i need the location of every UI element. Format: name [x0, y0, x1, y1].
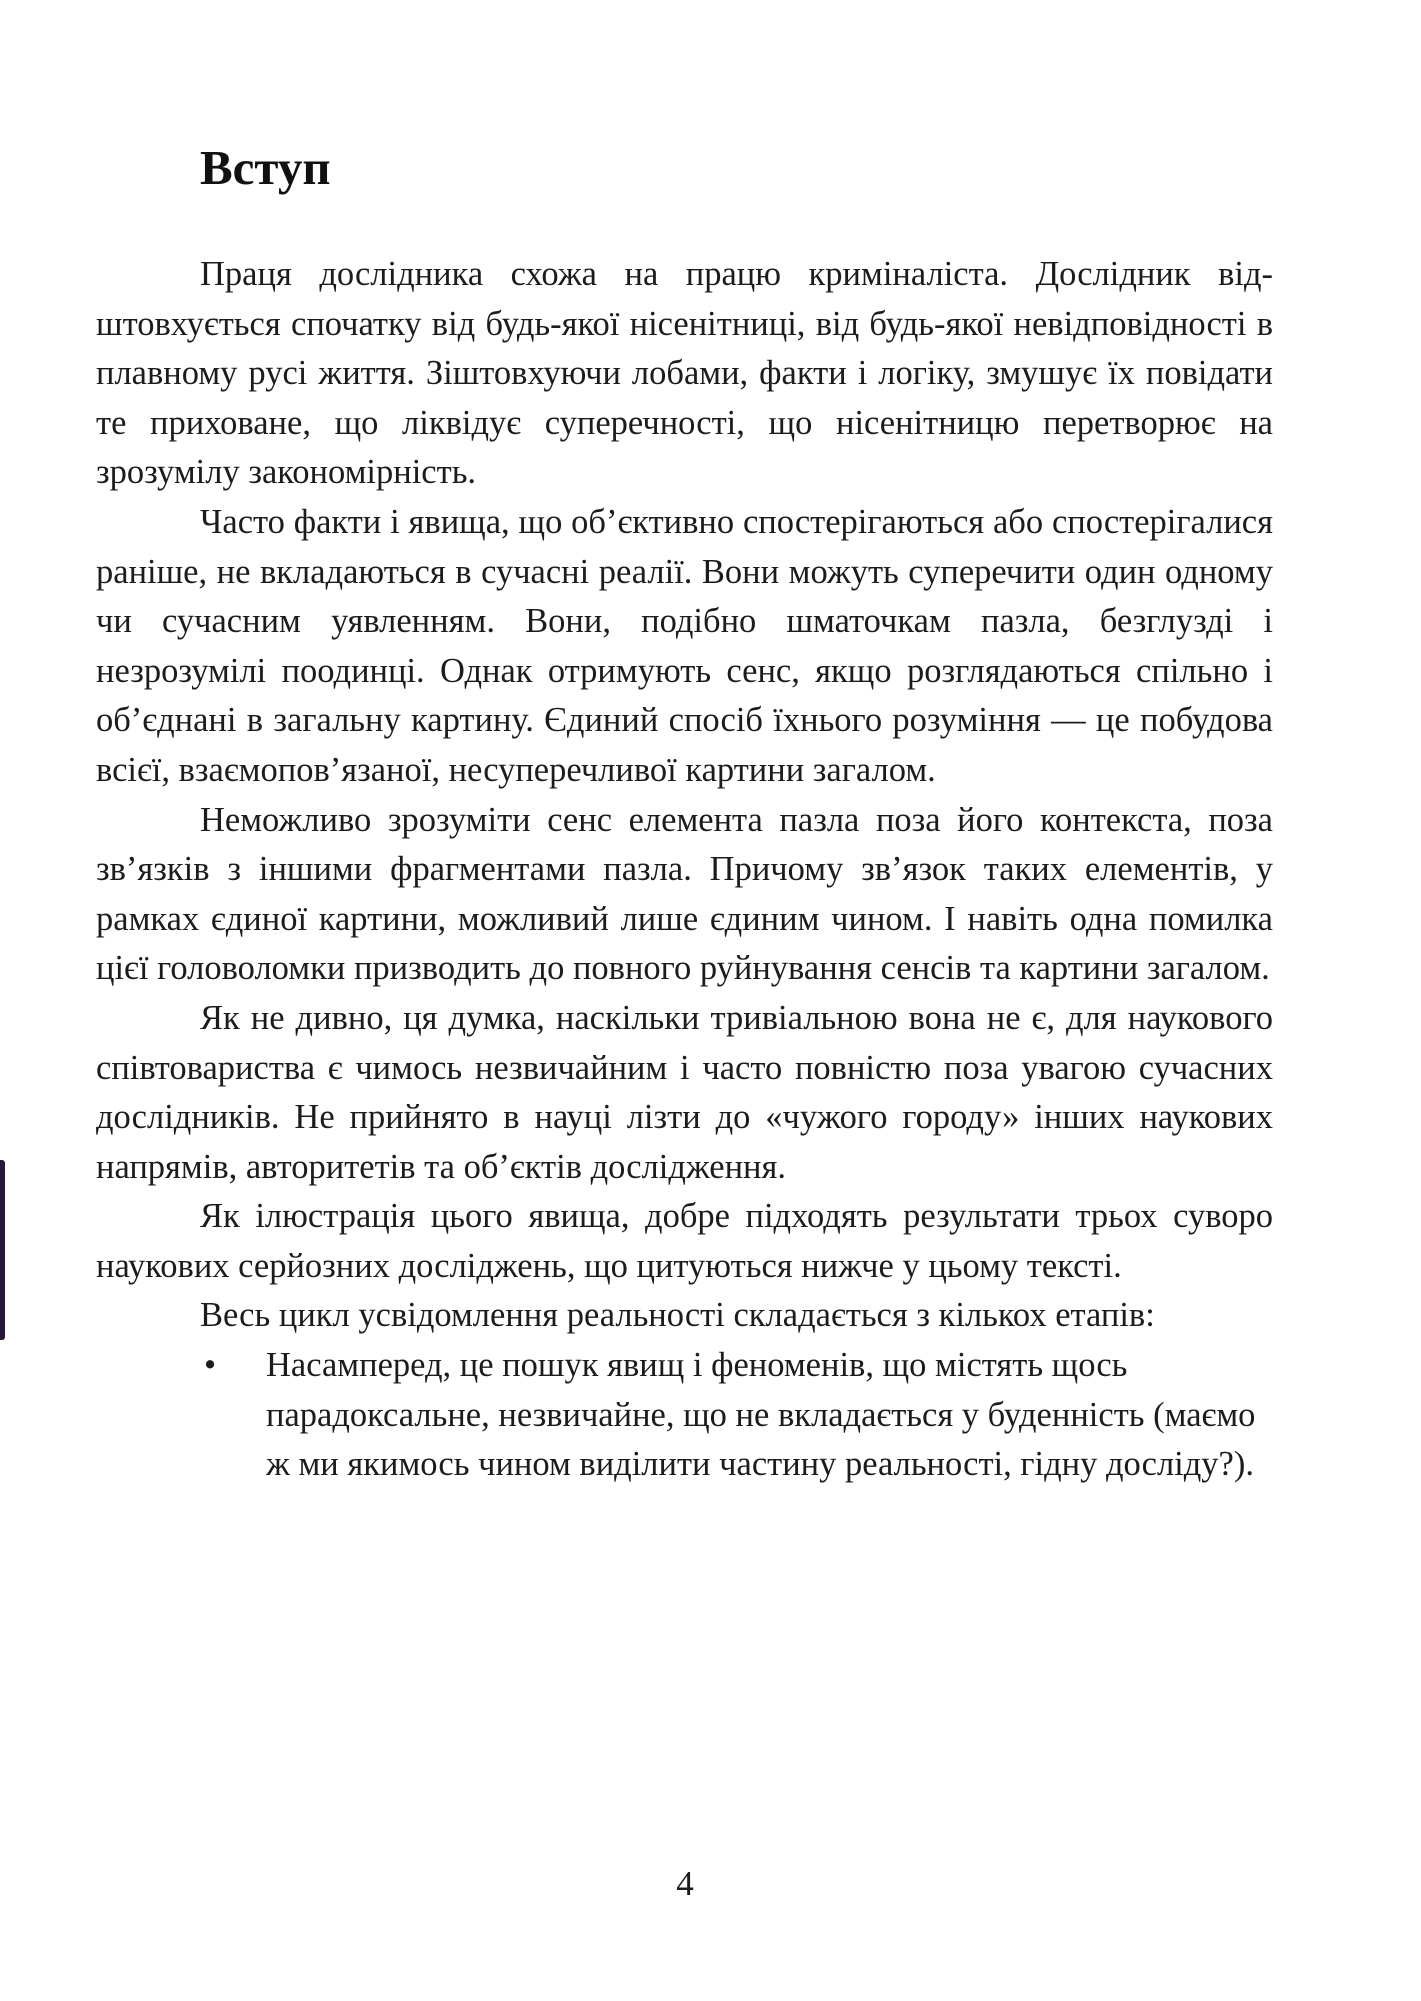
bullet-list [96, 1341, 1273, 1490]
bullet-icon: • [204, 1346, 217, 1385]
chapter-heading: Вступ [200, 140, 331, 195]
list-item-text: Насамперед, це пошук явищ і феноменів, що містять щось парадоксальне, незвичайне, що не вкладається у буденність (маємо ж ми якимось чином виділити частину реальності, гідну досліду?). [266, 1346, 1256, 1484]
page-edge-mark [0, 1160, 5, 1340]
paragraph: Весь цикл усвідомлення реальності складається з кількох етапів: [200, 1296, 1155, 1335]
paragraph: Праця дослідника схожа на працю криміналіста. Дослідник відштовхується спочатку від будь-якої нісенітниці, від будь-якої невідповідності в плавному русі життя. Зіштовхуючи лобами, факти і логіку, змушує їх повідати те приховане, що ліквідує суперечності, що нісенітницю перетворює на зрозумілу закономірність. [96, 255, 1273, 492]
paragraph: Часто факти і явища, що об’єктивно спостерігаються або спостерігалися раніше, не вкладаються в сучасні реалії. Вони можуть суперечити один одному чи сучасним уявленням. Вони, подібно шматочкам пазла, безглузді і незрозумілі поодинці. Однак отримують сенс, якщо розглядаються спільно і об’єднані в загальну картину. Єдиний спосіб їхнього розуміння — це побудова всієї, взаємопов’язаної, несуперечливої картини загалом. [96, 502, 1273, 789]
list-item [96, 1341, 1273, 1490]
paragraph: Як ілюстрація цього явища, добре підходять результати трьох суворо наукових серйозних досліджень, що цитуються нижче у цьому тексті. [96, 1197, 1273, 1285]
page-number: 4 [676, 1864, 694, 1903]
body-text [96, 250, 1273, 1490]
paragraph: Як не дивно, ця думка, наскільки тривіальною вона не є, для наукового співтовариства є чимось незвичайним і часто повністю поза увагою сучасних дослідників. Не прийнято в науці лізти до «чужого городу» інших наукових напрямів, авторитетів та об’єктів дослідження. [96, 998, 1273, 1186]
paragraph: Неможливо зрозуміти сенс елемента пазла поза його контекста, поза зв’язків з іншими фрагментами пазла. Причому зв’язок таких елементів, у рамках єдиної картини, можливий лише єдиним чином. І навіть одна помилка цієї головоломки призводить до повного руйнування сенсів та картини загалом. [96, 800, 1273, 988]
